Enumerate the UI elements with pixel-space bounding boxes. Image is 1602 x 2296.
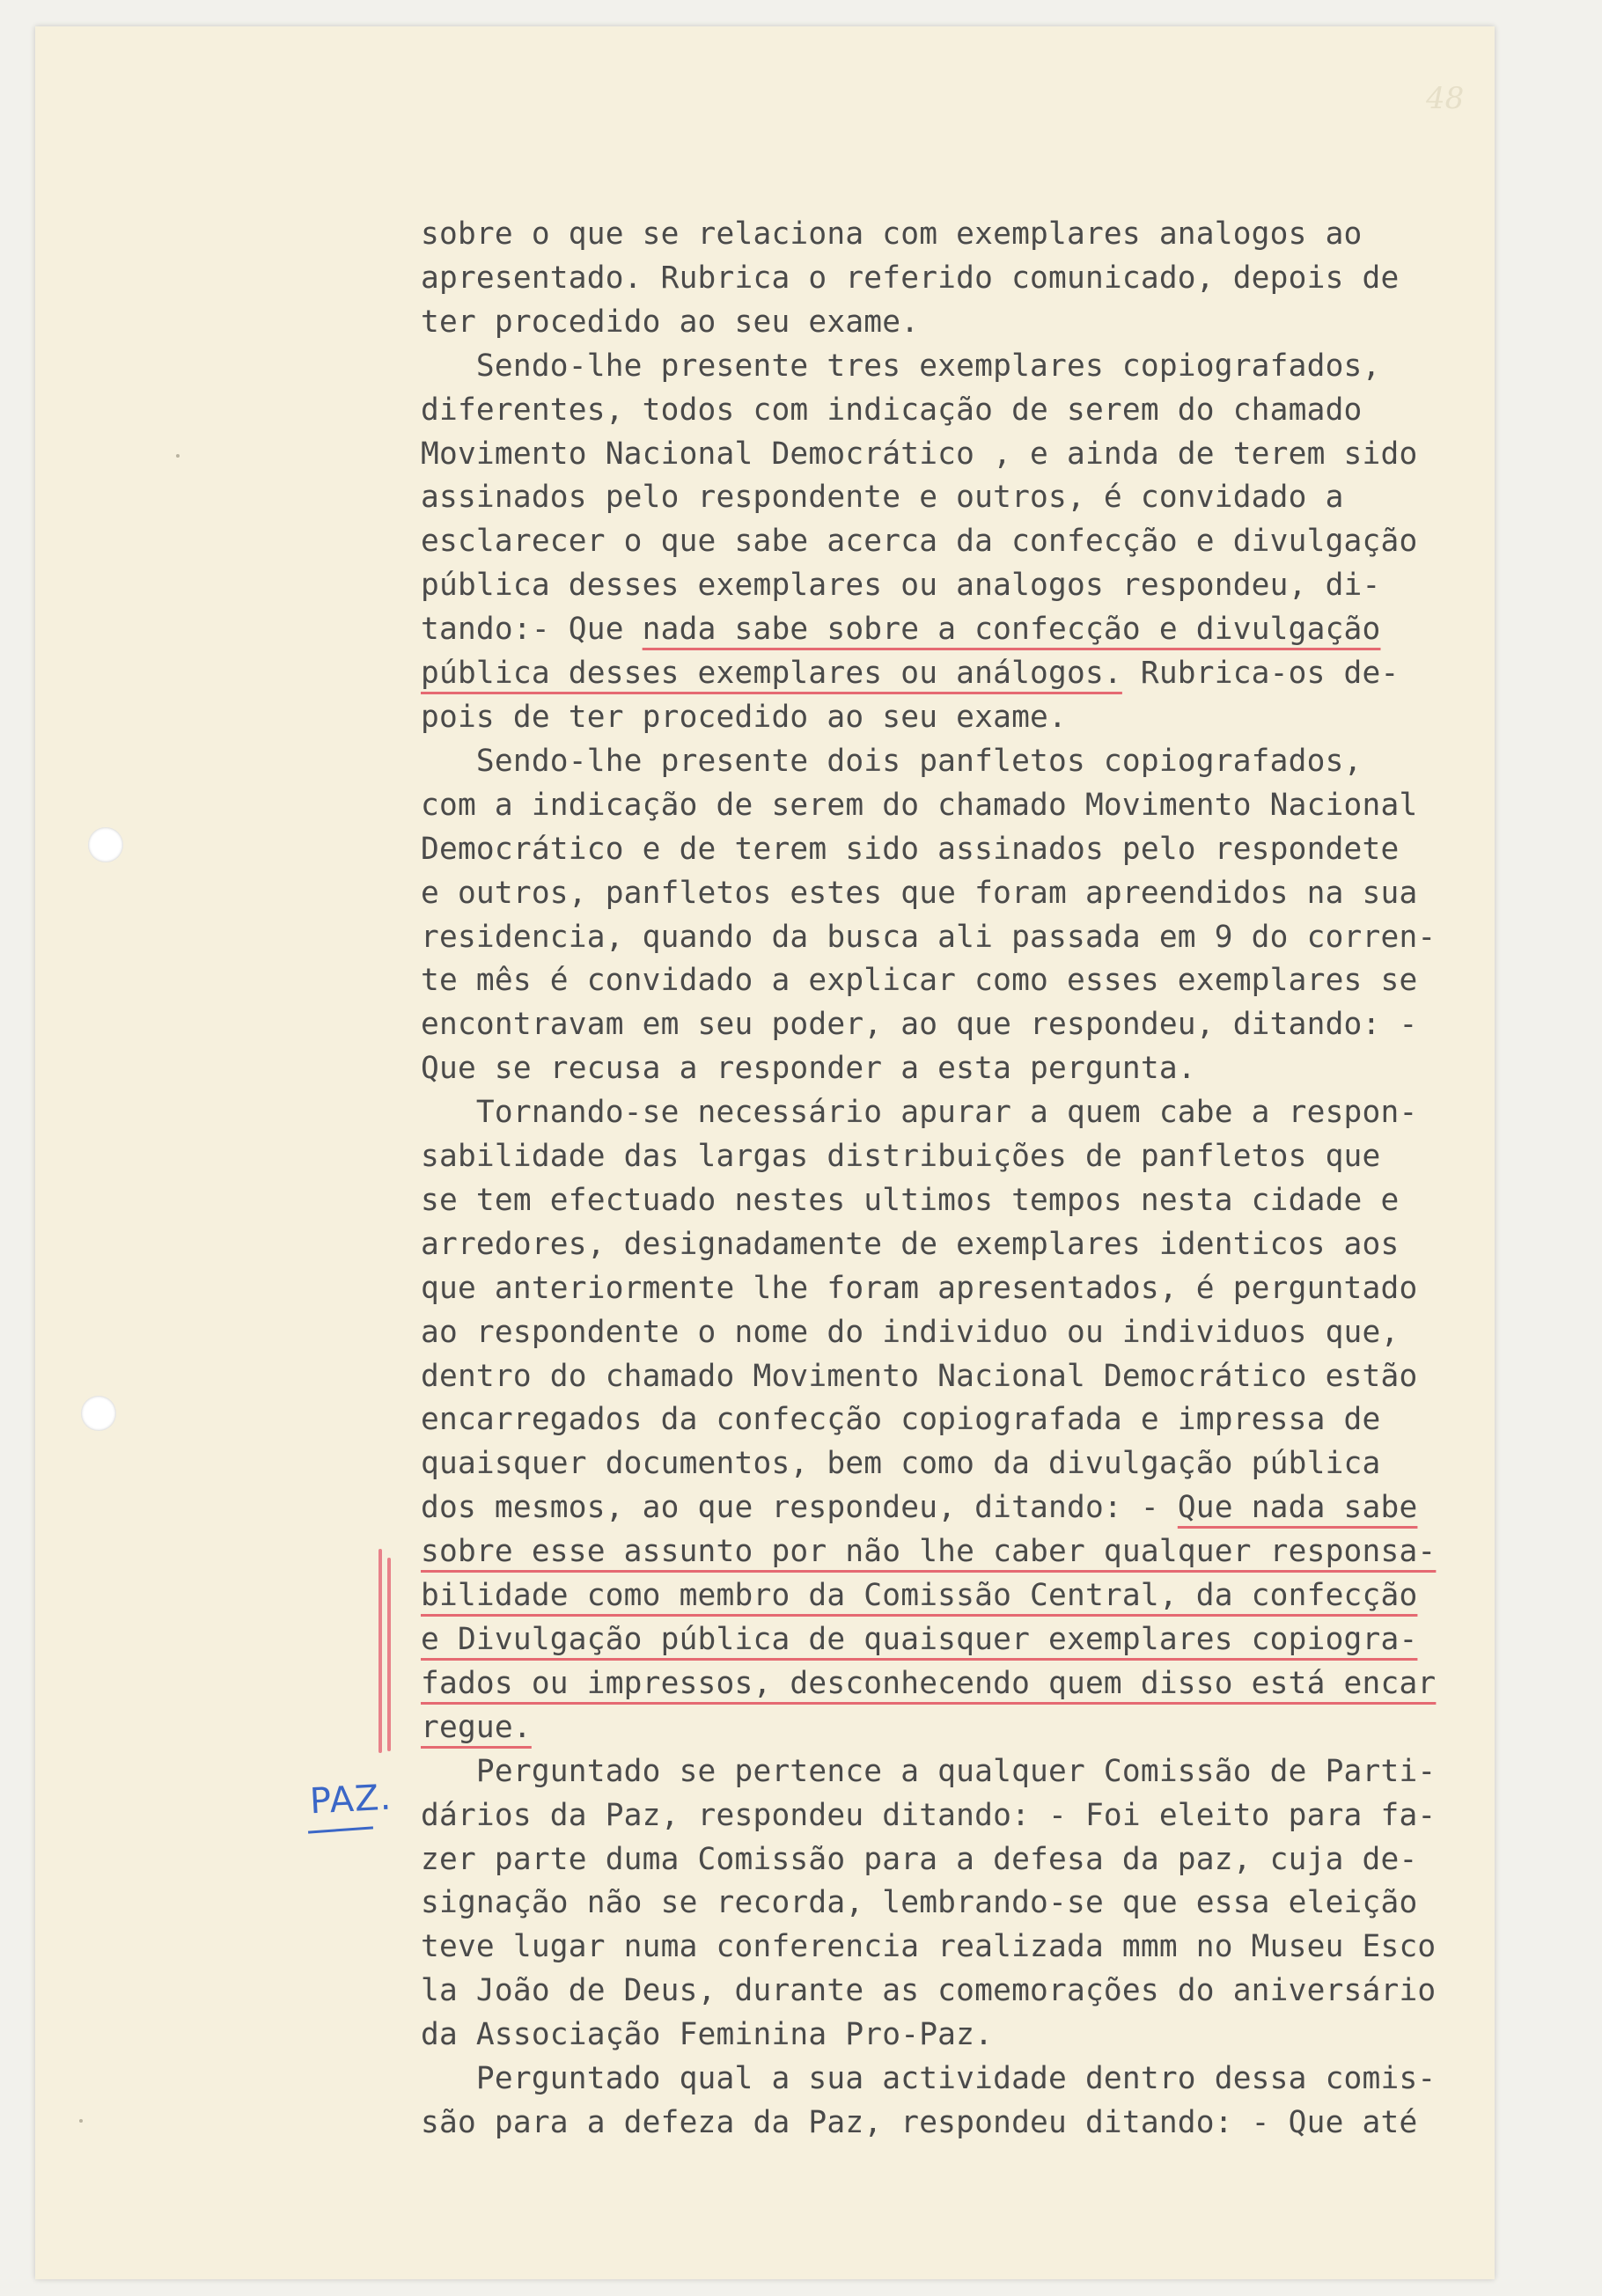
text-line xyxy=(421,1838,1503,1882)
underlined-text: regue. xyxy=(421,1709,532,1745)
text-line xyxy=(421,784,1503,828)
text-line xyxy=(421,1047,1503,1091)
text-line xyxy=(421,608,1503,652)
text-line xyxy=(421,345,1503,389)
text-line xyxy=(421,1618,1503,1662)
text-line xyxy=(421,1662,1503,1706)
text-segment: Democrático e de terem sido assinados pelo respondete xyxy=(421,831,1400,867)
text-line xyxy=(421,1882,1503,1926)
text-line xyxy=(421,1003,1503,1047)
text-segment: da Associação Feminina Pro-Paz. xyxy=(421,2017,994,2053)
underlined-text: Que nada sabe xyxy=(1177,1490,1418,1526)
text-segment: esclarecer o que sabe acerca da confecção e divulgação xyxy=(421,524,1418,560)
text-line xyxy=(421,828,1503,872)
text-segment: com a indicação de serem do chamado Movimento Nacional xyxy=(421,787,1418,823)
text-segment: ao respondente o nome do individuo ou individuos que, xyxy=(421,1314,1400,1350)
text-segment: residencia, quando da busca ali passada em 9 do corren- xyxy=(421,919,1437,955)
text-line xyxy=(421,1267,1503,1311)
text-line xyxy=(421,1970,1503,2014)
text-segment: dários da Paz, respondeu ditando: - Foi eleito para fa- xyxy=(421,1797,1437,1833)
text-line xyxy=(421,1179,1503,1223)
underlined-text: e Divulgação pública de quaisquer exemplares copiogra- xyxy=(421,1622,1418,1657)
text-segment: pois de ter procedido ao seu exame. xyxy=(421,699,1067,735)
text-segment: Rubrica-os de- xyxy=(1121,656,1400,692)
text-line xyxy=(421,696,1503,740)
text-line xyxy=(421,1794,1503,1838)
text-segment: Tornando-se necessário apurar a quem cabe a respon- xyxy=(421,1095,1418,1131)
text-segment: te mês é convidado a explicar como esses exemplares se xyxy=(421,963,1418,999)
text-line xyxy=(421,959,1503,1003)
text-segment: sabilidade das largas distribuições de panfletos que xyxy=(421,1139,1381,1175)
margin-highlight-bar xyxy=(387,1558,391,1751)
text-segment: são para a defeza da Paz, respondeu ditando: - Que até xyxy=(421,2104,1418,2140)
text-line xyxy=(421,389,1503,433)
faint-page-number: 48 xyxy=(1426,81,1465,116)
text-line xyxy=(421,1311,1503,1355)
text-line xyxy=(421,1486,1503,1530)
text-segment: assinados pelo respondente e outros, é convidado a xyxy=(421,480,1344,516)
punch-hole xyxy=(81,1396,116,1431)
text-segment: arredores, designadamente de exemplares identicos aos xyxy=(421,1226,1400,1262)
underlined-text: pública desses exemplares ou análogos. xyxy=(421,656,1122,692)
text-segment: se tem efectuado nestes ultimos tempos nesta cidade e xyxy=(421,1182,1400,1218)
text-segment: pública desses exemplares ou analogos respondeu, di- xyxy=(421,568,1381,604)
text-line xyxy=(421,2014,1503,2058)
text-line xyxy=(421,433,1503,477)
text-line xyxy=(421,301,1503,345)
text-segment: tando:- Que xyxy=(421,612,643,648)
text-segment: Movimento Nacional Democrático , e ainda de terem sido xyxy=(421,436,1418,472)
text-line xyxy=(421,1706,1503,1750)
text-segment: e outros, panfletos estes que foram apreendidos na sua xyxy=(421,875,1418,911)
text-segment: encarregados da confecção copiografada e impressa de xyxy=(421,1402,1381,1438)
text-segment: dos mesmos, ao que respondeu, ditando: - xyxy=(421,1490,1178,1526)
text-line xyxy=(421,1574,1503,1618)
text-line xyxy=(421,1530,1503,1574)
underlined-text: fados ou impressos, desconhecendo quem disso está encar xyxy=(421,1665,1437,1701)
text-segment: que anteriormente lhe foram apresentados, é perguntado xyxy=(421,1270,1418,1306)
text-line xyxy=(421,564,1503,608)
text-line xyxy=(421,740,1503,784)
text-line xyxy=(421,872,1503,916)
text-segment: ter procedido ao seu exame. xyxy=(421,304,920,340)
text-line xyxy=(421,1135,1503,1179)
text-segment: Perguntado qual a sua actividade dentro dessa comis- xyxy=(421,2061,1437,2097)
text-segment: encontravam em seu poder, ao que respondeu, ditando: - xyxy=(421,1007,1418,1043)
text-line xyxy=(421,652,1503,696)
text-line xyxy=(421,1750,1503,1794)
punch-hole xyxy=(88,827,123,862)
margin-highlight-bar xyxy=(378,1549,382,1753)
paper-speck xyxy=(176,454,180,458)
text-segment: zer parte duma Comissão para a defesa da paz, cuja de- xyxy=(421,1841,1418,1877)
text-segment: apresentado. Rubrica o referido comunicado, depois de xyxy=(421,260,1400,296)
handwritten-margin-note: PAZ. xyxy=(308,1777,393,1823)
text-segment: Sendo-lhe presente tres exemplares copiografados, xyxy=(421,348,1381,384)
typed-text-body xyxy=(421,213,1503,2146)
text-line xyxy=(421,213,1503,257)
text-segment: quaisquer documentos, bem como da divulgação pública xyxy=(421,1446,1381,1482)
text-line xyxy=(421,1355,1503,1399)
paper-speck xyxy=(79,2119,83,2123)
text-line xyxy=(421,2058,1503,2102)
text-line xyxy=(421,257,1503,301)
text-segment: la João de Deus, durante as comemorações do aniversário xyxy=(421,1973,1437,2009)
text-segment: Sendo-lhe presente dois panfletos copiografados, xyxy=(421,743,1363,779)
text-line xyxy=(421,1091,1503,1135)
underlined-text: sobre esse assunto por não lhe caber qualquer responsa- xyxy=(421,1534,1437,1570)
text-segment: teve lugar numa conferencia realizada mmm no Museu Esco xyxy=(421,1929,1437,1965)
text-line xyxy=(421,916,1503,960)
text-line xyxy=(421,476,1503,520)
text-segment: signação não se recorda, lembrando-se que essa eleição xyxy=(421,1885,1418,1921)
text-line xyxy=(421,520,1503,564)
text-segment: diferentes, todos com indicação de serem do chamado xyxy=(421,392,1363,428)
text-line xyxy=(421,2102,1503,2146)
text-segment: Que se recusa a responder a esta pergunta. xyxy=(421,1051,1196,1087)
text-segment: sobre o que se relaciona com exemplares analogos ao xyxy=(421,216,1363,252)
underlined-text: nada sabe sobre a confecção e divulgação xyxy=(642,612,1381,648)
underlined-text: bilidade como membro da Comissão Central, da confecção xyxy=(421,1578,1418,1614)
text-line xyxy=(421,1398,1503,1442)
text-segment: Perguntado se pertence a qualquer Comissão de Parti- xyxy=(421,1753,1437,1789)
text-line xyxy=(421,1442,1503,1486)
text-line xyxy=(421,1926,1503,1970)
text-line xyxy=(421,1223,1503,1267)
text-segment: dentro do chamado Movimento Nacional Democrático estão xyxy=(421,1358,1418,1394)
